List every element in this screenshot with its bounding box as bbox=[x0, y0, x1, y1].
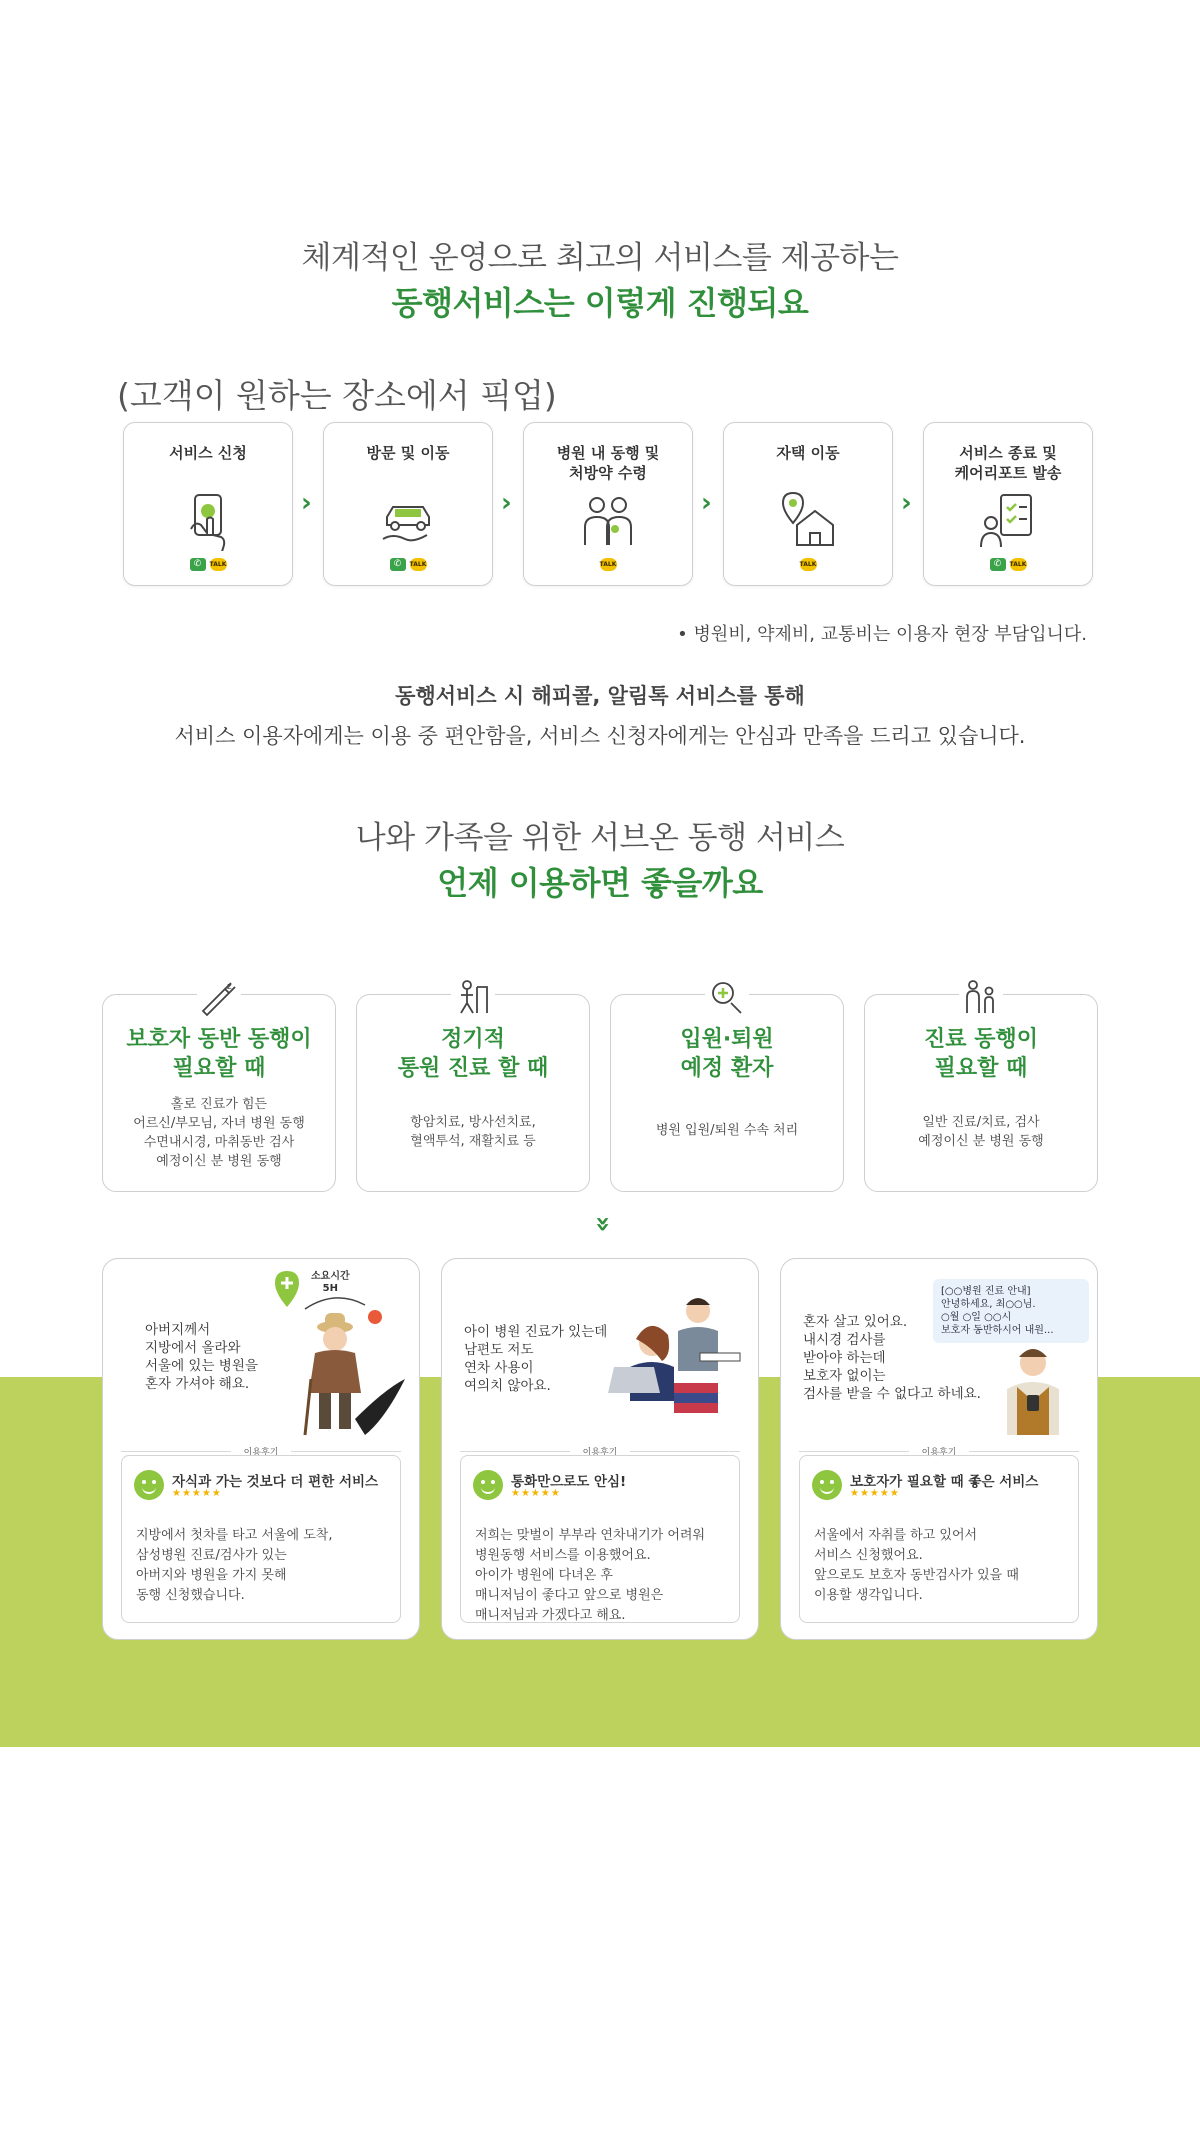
step-label: 서비스 신청 bbox=[169, 444, 247, 462]
rating-stars-icon: ★★★★★ bbox=[511, 1488, 561, 1499]
phone-badge-icon: ✆ bbox=[390, 558, 406, 571]
kakaotalk-badge-icon: TALK bbox=[600, 558, 617, 571]
when-card-admission bbox=[610, 994, 844, 1192]
cost-note: • 병원비, 약제비, 교통비는 이용자 현장 부담입니다. bbox=[677, 624, 1087, 645]
pickup-note: (고객이 원하는 장소에서 픽업) bbox=[117, 376, 557, 415]
when-card-title: 진료 동행이 필요할 때 bbox=[924, 1027, 1038, 1081]
doctor-patient-icon bbox=[577, 489, 639, 551]
when-card-title: 보호자 동반 동행이 필요할 때 bbox=[126, 1027, 312, 1081]
svg-text:z: z bbox=[227, 982, 232, 992]
rating-stars-icon: ★★★★★ bbox=[850, 1488, 900, 1499]
review-title: 자식과 가는 것보다 더 편한 서비스 bbox=[172, 1474, 379, 1490]
kakaotalk-badge-icon: TALK bbox=[410, 558, 427, 571]
review-tag: 이용후기 bbox=[582, 1448, 618, 1458]
elderly-man-illustration-icon bbox=[271, 1269, 411, 1439]
review-title: 통화만으로도 안심! bbox=[511, 1474, 627, 1490]
home-pin-icon bbox=[777, 489, 839, 551]
review-box bbox=[799, 1455, 1079, 1623]
rating-stars-icon: ★★★★★ bbox=[172, 1488, 222, 1499]
hospital-notice-message: [○○병원 진료 안내] 안녕하세요, 최○○님. ○월 ○일 ○○시 보호자 동반하시어 내원... bbox=[933, 1279, 1089, 1343]
story-card-father bbox=[102, 1258, 420, 1640]
story-text: 아버지께서 지방에서 올라와 서울에 있는 병원을 혼자 가셔야 해요. bbox=[145, 1322, 258, 1392]
car-hand-icon bbox=[377, 489, 439, 551]
kakaotalk-badge-icon: TALK bbox=[1010, 558, 1027, 571]
review-tag: 이용후기 bbox=[243, 1448, 279, 1458]
when-heading-line2: 언제 이용하면 좋을까요 bbox=[437, 864, 763, 902]
working-couple-illustration-icon bbox=[600, 1287, 750, 1437]
story-card-alone bbox=[780, 1258, 1098, 1640]
when-card-desc: 홀로 진료가 힘든 어르신/부모님, 자녀 병원 동행 수면내시경, 마취동반 검사 예정이신 분 병원 동행 bbox=[133, 1097, 305, 1169]
chevron-right-icon: › bbox=[501, 488, 512, 518]
review-body: 지방에서 첫차를 타고 서울에 도착, 삼성병원 진료/검사가 있는 아버지와 병원을 가지 못해 동행 신청했습니다. bbox=[136, 1528, 333, 1603]
review-box bbox=[460, 1455, 740, 1623]
review-tag: 이용후기 bbox=[921, 1448, 957, 1458]
when-card-desc: 일반 진료/치료, 검사 예정이신 분 병원 동행 bbox=[918, 1115, 1044, 1149]
rehab-icon bbox=[451, 977, 495, 1017]
info-line1: 동행서비스 시 해피콜, 알림톡 서비스를 통해 bbox=[395, 684, 805, 708]
checklist-person-icon bbox=[977, 489, 1039, 551]
duration-label: 소요시간 5H bbox=[311, 1271, 350, 1294]
step-card-hospital bbox=[523, 422, 693, 586]
smile-icon bbox=[134, 1470, 164, 1500]
step-label: 자택 이동 bbox=[776, 444, 840, 462]
story-text: 혼자 살고 있어요. 내시경 검사를 받아야 하는데 보호자 없이는 검사를 받을 수 없다고 하네요. bbox=[803, 1314, 981, 1402]
kakaotalk-badge-icon: TALK bbox=[800, 558, 817, 571]
when-card-title: 입원·퇴원 예정 환자 bbox=[680, 1027, 774, 1081]
when-card-regular bbox=[356, 994, 590, 1192]
step-card-apply bbox=[123, 422, 293, 586]
phone-badge-icon: ✆ bbox=[990, 558, 1006, 571]
hand-phone-icon bbox=[177, 489, 239, 551]
info-line2: 서비스 이용자에게는 이용 중 편안함을, 서비스 신청자에게는 안심과 만족을 드리고 있습니다. bbox=[174, 724, 1026, 748]
when-card-title: 정기적 통원 진료 할 때 bbox=[397, 1027, 549, 1081]
step-label: 서비스 종료 및 케어리포트 발송 bbox=[954, 444, 1062, 482]
when-heading-line1: 나와 가족을 위한 서브온 동행 서비스 bbox=[355, 820, 845, 856]
review-body: 서울에서 자취를 하고 있어서 서비스 신청했어요. 앞으로도 보호자 동반검사가 있을 때 이용할 생각입니다. bbox=[814, 1528, 1019, 1603]
review-body: 저희는 맞벌이 부부라 연차내기가 어려워 병원동행 서비스를 이용했어요. 아이가 병원에 다녀온 후 매니저님이 좋다고 앞으로 병원은 매니저님과 가겠다고 해요. bbox=[475, 1528, 706, 1623]
when-card-desc: 항암치료, 방사선치료, 혈액투석, 재활치료 등 bbox=[410, 1115, 536, 1149]
chevron-right-icon: › bbox=[701, 488, 712, 518]
man-phone-illustration-icon bbox=[993, 1339, 1073, 1439]
story-text: 아이 병원 진료가 있는데 남편도 저도 연차 사용이 여의치 않아요. bbox=[464, 1324, 608, 1394]
when-card-accompany bbox=[864, 994, 1098, 1192]
syringe-icon bbox=[197, 977, 241, 1017]
step-label: 방문 및 이동 bbox=[366, 444, 450, 462]
step-card-home bbox=[723, 422, 893, 586]
smile-icon bbox=[473, 1470, 503, 1500]
chevron-double-down-icon: » bbox=[588, 1215, 618, 1233]
medical-bandage-icon bbox=[705, 977, 749, 1017]
step-card-visit bbox=[323, 422, 493, 586]
smile-icon bbox=[812, 1470, 842, 1500]
review-box bbox=[121, 1455, 401, 1623]
family-icon bbox=[959, 977, 1003, 1017]
chevron-right-icon: › bbox=[901, 488, 912, 518]
process-heading-line2: 동행서비스는 이렇게 진행되요 bbox=[391, 284, 809, 322]
when-card-guardian bbox=[102, 982, 336, 1192]
phone-badge-icon: ✆ bbox=[190, 558, 206, 571]
step-card-report bbox=[923, 422, 1093, 586]
step-label: 병원 내 동행 및 처방약 수령 bbox=[556, 444, 660, 482]
story-card-child bbox=[441, 1258, 759, 1640]
review-title: 보호자가 필요할 때 좋은 서비스 bbox=[850, 1474, 1039, 1490]
process-heading-line1: 체계적인 운영으로 최고의 서비스를 제공하는 bbox=[301, 240, 899, 276]
chevron-right-icon: › bbox=[301, 488, 312, 518]
when-card-desc: 병원 입원/퇴원 수속 처리 bbox=[655, 1123, 799, 1138]
kakaotalk-badge-icon: TALK bbox=[210, 558, 227, 571]
